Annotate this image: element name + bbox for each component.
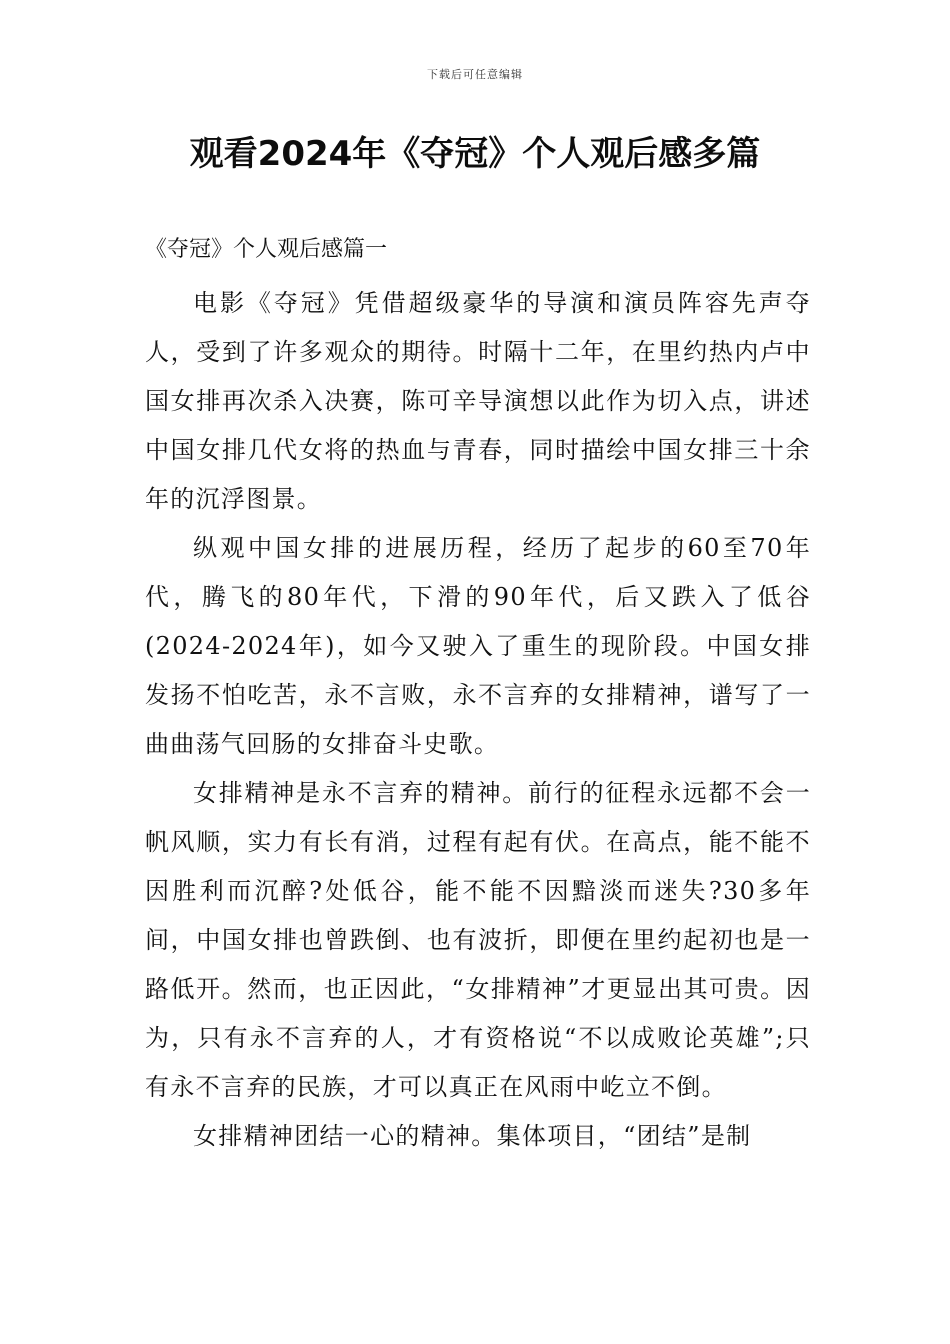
paragraph: 电影《夺冠》凭借超级豪华的导演和演员阵容先声夺人，受到了许多观众的期待。时隔十二年，在里约热内卢中国女排再次杀入决赛，陈可辛导演想以此作为切入点，讲述中国女排几代女将的热血与青春，同时描绘中国女排三十余年的沉浮图景。 (145, 289, 811, 513)
paragraph: 女排精神是永不言弃的精神。前行的征程永远都不会一帆风顺，实力有长有消，过程有起有伏。在高点，能不能不因胜利而沉醉?处低谷，能不能不因黯淡而迷失?30多年间，中国女排也曾跌倒、也有波折，即便在里约起初也是一路低开。然而，也正因此，“女排精神”才更显出其可贵。因为，只有永不言弃的人，才有资格说“不以成败论英雄”;只有永不言弃的民族，才可以真正在风雨中屹立不倒。 (145, 779, 811, 1101)
paragraph: 纵观中国女排的进展历程，经历了起步的60至70年代，腾飞的80年代，下滑的90年代，后又跌入了低谷(2024-2024年)，如今又驶入了重生的现阶段。中国女排发扬不怕吃苦，永不言败，永不言弃的女排精神，谱写了一曲曲荡气回肠的女排奋斗史歌。 (145, 534, 811, 758)
document-body (145, 232, 811, 1161)
document-title: 观看2024年《夺冠》个人观后感多篇 (189, 134, 761, 174)
header-note: 下载后可任意编辑 (427, 68, 523, 81)
paragraph: 女排精神团结一心的精神。集体项目，“团结”是制 (193, 1122, 752, 1150)
section-heading: 《夺冠》个人观后感篇一 (145, 237, 388, 262)
